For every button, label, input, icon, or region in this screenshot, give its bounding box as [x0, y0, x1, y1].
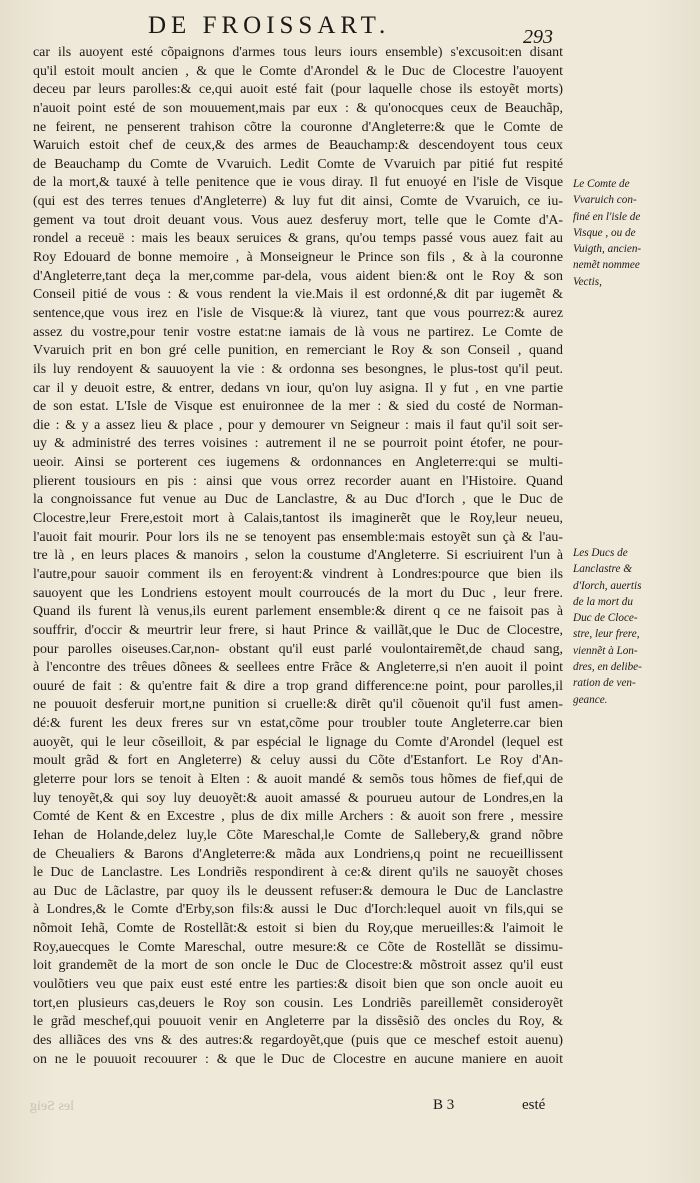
text-line: ils luy rendoyent & sauuoyent la vie : & ordonna ses besongnes, le plus-tost qu'il peut.: [33, 361, 563, 377]
text-line: l'autre,pour sauoir comment ils en feroyent:& vindrent à Londres:pource que bien ils: [33, 566, 563, 582]
margin-note-line: geance.: [573, 693, 608, 706]
text-line: ne feirent, ne penserent trahison cõtre la couronne d'Angleterre:& que le Comte de: [33, 119, 563, 135]
text-line: d'Angleterre,tant deça la mer,comme par-dela, vous aident bien:& ont le Roy & son: [33, 268, 563, 284]
text-line: car il y deuoit estre, & entrer, dedans vn iour, qu'on luy asigna. Il y fut , en vne partie: [33, 380, 563, 396]
margin-note-line: Lanclastre &: [573, 563, 632, 576]
text-line: gement va tout droit deuant vous. Vous auez desferuy mort, telle que le Comte d'A-: [33, 212, 563, 228]
margin-note-dukes: [573, 545, 698, 708]
text-line: de son estat. L'Isle de Visque est enuironnee de la mer : & sied du costé de Norman-: [33, 399, 563, 415]
text-line: deceu par leurs parolles:& ce,qui auoit esté fait (pour laquelle chose ils estoyẽt morts): [33, 82, 563, 98]
margin-note-line: dres, en delibe-: [573, 661, 642, 674]
text-line: souffrir, d'occir & meurtrir leur frere, si haut Prince & vaillãt,que le Duc de Clocestre,: [33, 622, 563, 638]
margin-note-line: stre, leur frere,: [573, 628, 640, 641]
margin-note-line: Vvaruich con-: [573, 194, 637, 207]
text-line: uy & administré des terres voisines : autrement il ne se pourroit point étofer, ne pour-: [33, 436, 563, 452]
text-line: qu'il estoit moult ancien , & que le Comte d'Arondel & le Duc de Clocestre l'auoyent: [33, 63, 563, 79]
text-line: le grãd meschef,qui pouuoit venir en Angleterre par la dissẽsiõ des oncles du Roy, &: [33, 1014, 563, 1030]
margin-note-line: finé en l'isle de: [573, 210, 641, 223]
page-header: [0, 12, 700, 46]
text-line: Waruich estoit chef de ceux,& des armes de Beauchamp:& descendoyent tous ceux: [33, 138, 563, 154]
text-line: à Londres,& le Comte d'Erby,son fils:& aussi le Duc d'Iorch:lequel auoit vn fils,qui se: [33, 902, 563, 918]
text-line: Iehan de Holande,delez luy,le Cõte Mareschal,le Comte de Sallebery,& grand nõbre: [33, 827, 563, 843]
text-line: Roy,auecques le Comte Mareschal, outre mesure:& ce Cõte de Rostellãt se dissimu-: [33, 939, 563, 955]
margin-note-line: de la mort du: [573, 595, 633, 608]
text-line: tort,en plusieurs cas,deuers le Roy son cousin. Les Londriẽs pareillemẽt consideroyẽt: [33, 995, 563, 1011]
text-line: assez du vostre,pour tenir vostre estat:ne iamais de là vous ne partirez. Le Comte de: [33, 324, 563, 340]
text-line: on ne le pouuoit recouurer : & que le Duc de Clocestre en aucune maniere en auoit: [33, 1051, 563, 1067]
main-text-column: [33, 44, 563, 1069]
margin-note-line: d'Iorch, auertis: [573, 579, 642, 592]
margin-note-line: Duc de Cloce-: [573, 612, 638, 625]
signature-mark: B 3: [433, 1097, 455, 1113]
text-line: Conseil pitié de vous : & vous rendent la vie.Mais il est ordonné,& dit par iugemẽt &: [33, 287, 563, 303]
text-line: la congnoissance fut venue au Duc de Lanclastre, & au Duc d'Iorch , que le Duc de: [33, 492, 563, 508]
margin-note-line: nemẽt nommee: [573, 259, 640, 272]
text-line: de Cheualiers & Barons d'Angleterre:& mãda aux Londriens,q point ne recueillissent: [33, 846, 563, 862]
text-line: Vvaruich prit en bon gré celle punition, en remerciant le Roy & son Conseil , quand: [33, 343, 563, 359]
margin-note-line: ration de ven-: [573, 677, 636, 690]
margin-note-warwick: [573, 176, 698, 290]
text-line: loit grandemẽt de la mort de son oncle le Duc de Clocestre:& mõstroit assez qu'il eust: [33, 958, 563, 974]
text-line: Comté de Kent & en Excestre , plus de dix mille Archers : & auoit son frere , messire: [33, 809, 563, 825]
text-line: sauoyent que les Londriens estoyent moult courroucés de la mort du Duc , leur frere.: [33, 585, 563, 601]
text-line: tre là , en leurs places & manoirs , selon la coustume d'Angleterre. Si escriuirent l'un à: [33, 548, 563, 564]
text-line: n'auoit point esté de son mouuement,mais par eux : & qu'onocques ceux de Beauchãp,: [33, 100, 563, 116]
catchword: esté: [522, 1097, 546, 1113]
text-line: de la mort,& tauxé à telle penitence que ie vous diray. Il fut enuoyé en l'isle de Visque: [33, 175, 563, 191]
margin-note-line: Les Ducs de: [573, 547, 628, 559]
text-line: à l'encontre des trêues dõnees & seellees entre Frãce & Angleterre,si n'en auoit il point: [33, 660, 563, 676]
text-line: rondel a receuë : mais les beaux seruices & grans, qu'ou temps passé vous auez fait au: [33, 231, 563, 247]
margin-note-line: Vectis,: [573, 275, 602, 288]
page-number: 293: [523, 26, 553, 48]
margin-note-line: Vuigth, ancien-: [573, 243, 642, 256]
text-line: au Duc de Lãclastre, par quoy ils le deussent refuser:& demoura le Duc de Lanclastre: [33, 883, 563, 899]
text-line: voulõtiers veu que paix eust esté entre les parties:& disoit bien que son oncle auoit eu: [33, 977, 563, 993]
text-line: le Duc de Lanclastre. Les Londriẽs respondirent à ce:& dirent qu'ils ne sauoyẽt choses: [33, 865, 563, 881]
text-line: nõmoit Iehã, Comte de Rostellãt:& estoit si bien du Roy,que merueilles:& l'aimoit le: [33, 921, 563, 937]
text-line: sentence,que vous irez en l'isle de Visque:& là viurez, tant que vous pourrez:& aurez: [33, 305, 563, 321]
page-footer: [0, 1097, 700, 1123]
text-line: plierent tousiours en pis : ainsi que vous orrez recorder auant en l'Histoire. Quand: [33, 473, 563, 489]
text-line: luy tenoyẽt,& qui soy luy deuoyẽt:& auoit amassé & pourueu autour de Londres,en la: [33, 790, 563, 806]
text-line: ouuré de fait : & qu'entre fait & dire a trop grand difference:ne point, pour parolles,il: [33, 678, 563, 694]
text-line: die : & y a assez lieu & place , pour y demourer vn Seigneur : mais il faut qu'il soit ser-: [33, 417, 563, 433]
text-line: (qui est des terres tenues d'Angleterre) & luy fut dit ainsi, Comte de Vvaruich, ce iu-: [33, 194, 563, 210]
text-line: car ils auoyent esté cõpaignons d'armes tous leurs iours ensemble) s'excusoit:en disant: [33, 45, 563, 60]
text-line: gleterre pour lors se tenoit à Elten : & auoit mandé & semõs tous hõmes de fief,qui de: [33, 771, 563, 787]
margin-note-line: Le Comte de: [573, 178, 630, 190]
text-line: l'auoit fait mourir. Pour lors ils ne se tenoyent pas ensemble:mais estoyẽt sun çà & l'au-: [33, 529, 563, 545]
text-line: pour parolles oiseuses.Car,non- obstant qu'il eust parlé voulontairemẽt,de chaud sang,: [33, 641, 563, 657]
text-line: Roy Edouard de bonne memoire , à Monseigneur le Prince son fils , & à la couronne: [33, 250, 563, 266]
margin-note-line: viennẽt à Lon-: [573, 644, 638, 657]
text-line: ueoir. Ainsi se porterent ces iugemens & ordonnances en Angleterre:qui se multi-: [33, 455, 563, 471]
text-line: Clocestre,leur Frere,estoit mort à Calais,tantost ils imaginerẽt que le Roy,leur neueu,: [33, 511, 563, 527]
margin-note-line: Visque , ou de: [573, 226, 636, 239]
text-line: des alliãces des vns & des autres:& regardoyẽt,que (puis que ce meschef estoit auenu): [33, 1032, 563, 1048]
show-through-text: les Seig: [30, 1099, 74, 1114]
text-line: dé:& furent les deux freres sur vn estat,cõme pour troubler toute Angleterre.car bien: [33, 716, 563, 732]
text-line: ne pouuoit desferuir mort,ne punition si cruelle:& dirẽt qu'il cõuenoit qu'il fust amen-: [33, 697, 563, 713]
running-title: DE FROISSART.: [148, 12, 391, 39]
text-line: Quand ils furent là venus,ils eurent parlement ensemble:& dirent q ce ne faisoit pas à: [33, 604, 563, 620]
text-line: auoyẽt, qui le leur cõseilloit, & par espécial le lignage du Comte d'Arondel (lequel est: [33, 734, 563, 750]
text-line: moult grãd & fort en Angleterre) & celuy aussi du Cõte d'Estanfort. Le Roy d'An-: [33, 753, 563, 769]
text-line: de Beauchamp du Comte de Vvaruich. Ledit Comte de Vvaruich par pitié fut respité: [33, 156, 563, 172]
